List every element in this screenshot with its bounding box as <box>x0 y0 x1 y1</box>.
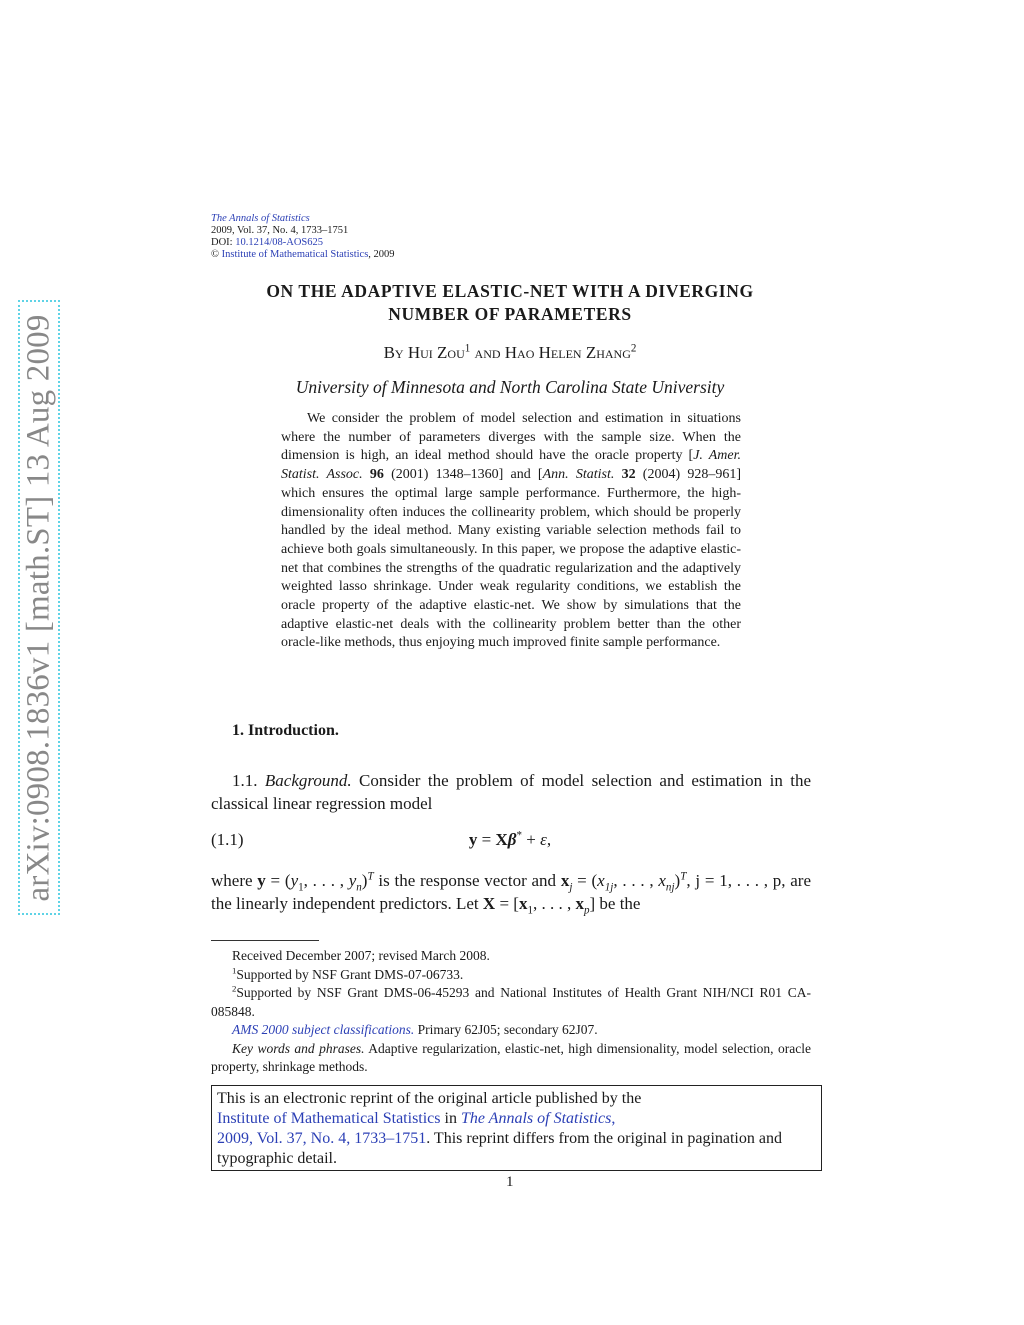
abstract-text-1: We consider the problem of model selection and estimation in situations where the number of parameters diverges with the sample size. When the dimension is high, an ideal method should have the oracle property [ <box>281 411 741 464</box>
equation-label: (1.1) <box>211 830 244 849</box>
xnj: x <box>658 871 666 890</box>
vec-x1: x <box>518 893 528 913</box>
eq-X: X <box>495 830 508 849</box>
y1: y <box>290 871 299 890</box>
journal-name-link[interactable]: The Annals of Statistics <box>211 213 310 224</box>
footnote-2-text: Supported by NSF Grant DMS-06-45293 and National Institutes of Health Grant NIH/NCI R01 CA-085848. <box>211 985 811 1019</box>
eq-beta: β <box>507 830 517 849</box>
predictors-text: , are the linearly independent predictors. Let <box>211 871 812 913</box>
copyright-symbol: © <box>211 249 219 260</box>
ams-link[interactable]: AMS 2000 subject classifications. <box>232 1022 415 1037</box>
transpose-2: T <box>680 870 687 883</box>
sub-j: j <box>569 881 573 894</box>
ref-2-journal: Ann. Statist. <box>542 467 615 483</box>
x1j: x <box>597 871 605 890</box>
sub-b1: 1 <box>527 903 533 916</box>
sub-1: 1 <box>298 881 304 894</box>
received-note: Received December 2007; revised March 2008. <box>232 948 490 963</box>
ref-1-journal: J. Amer. Statist. Assoc. <box>281 448 742 483</box>
vec-xj: x <box>560 871 570 890</box>
sub-p: p <box>583 903 590 916</box>
copyright-year: , 2009 <box>368 249 395 260</box>
eq-comma: , <box>546 830 552 849</box>
footnotes <box>211 947 811 1077</box>
author-2-footnote-mark: 2 <box>630 342 637 355</box>
sub-1j: 1j <box>604 881 614 894</box>
subsection-title: Background. <box>264 771 352 790</box>
footnote-1 <box>211 966 811 985</box>
volume-line: 2009, Vol. 37, No. 4, 1733–1751 <box>211 225 349 236</box>
publisher-link[interactable]: Institute of Mathematical Statistics <box>221 249 369 260</box>
eq-y: y <box>468 830 478 849</box>
definitions-paragraph <box>211 870 811 915</box>
eq-sym-1: = ( <box>265 871 291 890</box>
where-text: where <box>211 871 258 890</box>
footnote-rule <box>211 940 319 941</box>
background-paragraph <box>211 770 811 815</box>
dots-3: , . . . , <box>532 893 576 913</box>
doi-link[interactable]: 10.1214/08-AOS625 <box>235 237 324 248</box>
sub-n: n <box>356 881 362 894</box>
footnote-2-mark: 2 <box>232 983 237 994</box>
dots-1: , . . . , <box>303 871 349 890</box>
abstract <box>281 410 741 653</box>
page-number: 1 <box>506 1174 514 1190</box>
abstract-text-2: (2004) 928–961] which ensures the optimal large sample performance. Furthermore, the high-dimensionality often induces the collinearity problem, which should be properly handled by the ideal method. Many existing variable selection methods fail to achieve both goals simultaneously. In this paper, we propose the adaptive elastic-net that combines the strengths of the quadratic regularization and the adaptively weighted lasso shrinkage. Under weak regularity conditions, we establish the oracle property of the adaptive elastic-net. We show by simulations that the adaptive elastic-net deals with the collinearity problem better than the other oracle-like methods, thus enjoying much improved finite sample performance. <box>281 467 741 651</box>
keywords <box>211 1040 811 1077</box>
transpose-1: T <box>367 870 374 883</box>
ref-1-volume: 96 <box>369 467 384 483</box>
mat-X: X <box>482 893 496 913</box>
doi-label: DOI: <box>211 237 233 248</box>
close-2: ) <box>674 871 681 890</box>
author-2: Hao Helen Zhang <box>504 343 631 362</box>
equation-1-1 <box>440 830 580 850</box>
eq-sym-3: = [ <box>495 893 519 913</box>
journal-header <box>211 213 395 261</box>
arxiv-stamp-box <box>18 300 60 915</box>
reprint-comma: , <box>611 1110 616 1127</box>
keywords-text: Adaptive regularization, elastic-net, high dimensionality, model selection, oracle property, shrinkage methods. <box>211 1040 811 1074</box>
footnote-1-text: Supported by NSF Grant DMS-07-06733. <box>236 966 464 982</box>
eq-epsilon: ε <box>540 830 547 849</box>
reprint-publisher-link[interactable]: Institute of Mathematical Statistics <box>217 1110 441 1127</box>
eq-star: * <box>516 829 523 842</box>
reprint-notice-box <box>211 1085 822 1171</box>
j-range: , j = 1, . . . , p <box>686 871 782 890</box>
ams-classification <box>211 1021 811 1040</box>
and-label: and <box>474 343 501 362</box>
affiliation: University of Minnesota and North Carolina State University <box>295 377 725 397</box>
author-1: Hui Zou <box>407 343 465 362</box>
author-line <box>200 343 820 363</box>
eq-sym-2: = ( <box>572 871 598 890</box>
sub-nj: nj <box>665 881 675 894</box>
paper-title <box>200 280 820 326</box>
be-the-text: ] be the <box>589 893 641 913</box>
ref-1-rest: (2001) 1348–1360] and [ <box>383 467 543 483</box>
ams-text: Primary 62J05; secondary 62J07. <box>414 1022 598 1037</box>
by-label: By <box>383 343 404 362</box>
keywords-label: Key words and phrases. <box>232 1040 365 1056</box>
arxiv-identifier: arXiv:0908.1836v1 [math.ST] 13 Aug 2009 <box>20 313 57 902</box>
reprint-line-1: This is an electronic reprint of the original article published by the <box>217 1090 642 1107</box>
reprint-rest: . This reprint differs from the original in pagination and typographic detail. <box>217 1130 782 1167</box>
footnote-2 <box>211 984 811 1021</box>
title-line-2: NUMBER OF PARAMETERS <box>388 304 632 324</box>
reprint-in: in <box>440 1110 461 1127</box>
section-heading-introduction: 1. Introduction. <box>232 722 339 739</box>
vec-y: y <box>257 871 266 890</box>
yn: y <box>348 871 357 890</box>
eq-equals: = <box>477 830 496 849</box>
title-line-1: ON THE ADAPTIVE ELASTIC-NET WITH A DIVERGING <box>266 281 754 301</box>
background-text: Consider the problem of model selection and estimation in the classical linear regression model <box>211 771 811 813</box>
reprint-journal-link[interactable]: The Annals of Statistics <box>460 1110 612 1127</box>
author-1-footnote-mark: 1 <box>464 342 471 355</box>
vec-xp: x <box>575 893 584 913</box>
eq-plus: + <box>522 830 541 849</box>
footnote-1-mark: 1 <box>232 965 237 975</box>
subsection-number: 1.1. <box>232 771 258 790</box>
ref-2-volume: 32 <box>621 467 636 483</box>
response-text: is the response vector and <box>373 871 561 890</box>
dots-2: , . . . , <box>613 871 659 890</box>
close-1: ) <box>361 871 368 890</box>
reprint-volume-link[interactable]: 2009, Vol. 37, No. 4, 1733–1751 <box>217 1130 427 1147</box>
